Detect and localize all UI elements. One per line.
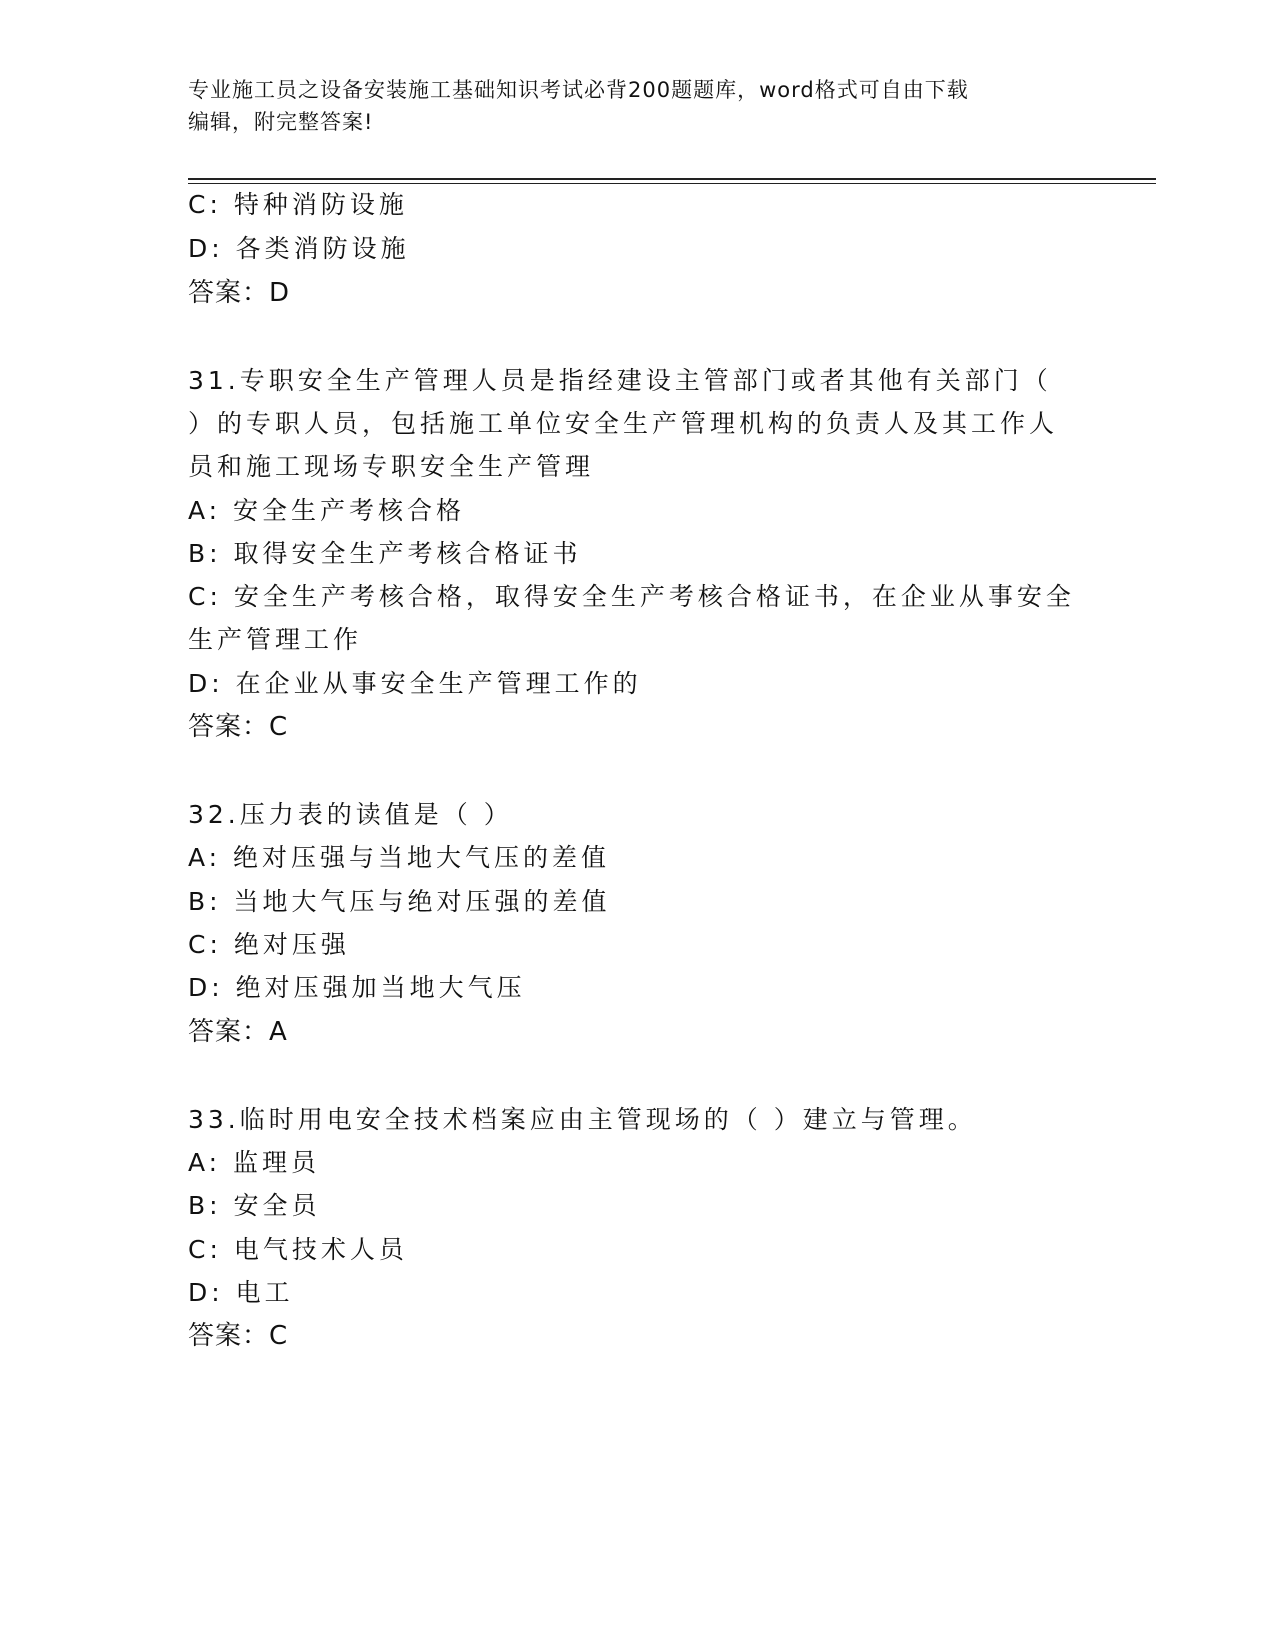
question-31-option-b: B: 取得安全生产考核合格证书 — [188, 539, 582, 568]
question-33-option-b: B: 安全员 — [188, 1191, 321, 1220]
question-33-option-d: D: 电工 — [188, 1278, 294, 1307]
question-31-option-c-continued: 生产管理工作 — [188, 625, 363, 654]
header-divider-thick — [188, 178, 1156, 180]
question-32-option-c: C: 绝对压强 — [188, 930, 350, 959]
header-title-line-1: 专业施工员之设备安装施工基础知识考试必背200题题库，word格式可自由下载 — [188, 78, 969, 102]
question-31-answer: 答案：C — [188, 712, 289, 742]
question-31-stem-line-2: ）的专职人员，包括施工单位安全生产管理机构的负责人及其工作人 — [188, 409, 1059, 438]
prev-question-option-c: C: 特种消防设施 — [188, 190, 408, 219]
question-31-stem-line-1: 31.专职安全生产管理人员是指经建设主管部门或者其他有关部门（ — [188, 366, 1052, 395]
prev-question-answer: 答案：D — [188, 278, 291, 308]
question-31-stem-line-3: 员和施工现场专职安全生产管理 — [188, 452, 595, 481]
question-32-stem: 32.压力表的读值是（ ） — [188, 800, 513, 829]
prev-question-option-d: D: 各类消防设施 — [188, 234, 410, 263]
question-33-answer: 答案：C — [188, 1321, 289, 1351]
question-32-option-a: A: 绝对压强与当地大气压的差值 — [188, 843, 611, 872]
question-33-stem: 33.临时用电安全技术档案应由主管现场的（ ）建立与管理。 — [188, 1105, 977, 1134]
document-header — [188, 74, 1088, 138]
question-33-option-a: A: 监理员 — [188, 1148, 321, 1177]
header-divider-thin — [188, 183, 1156, 184]
question-32-option-b: B: 当地大气压与绝对压强的差值 — [188, 887, 611, 916]
question-33-option-c: C: 电气技术人员 — [188, 1235, 408, 1264]
header-title-line-2: 编辑，附完整答案! — [188, 110, 374, 134]
question-32-option-d: D: 绝对压强加当地大气压 — [188, 973, 526, 1002]
question-31-option-a: A: 安全生产考核合格 — [188, 496, 466, 525]
question-31-option-d: D: 在企业从事安全生产管理工作的 — [188, 669, 642, 698]
question-32-answer: 答案：A — [188, 1017, 288, 1047]
question-31-option-c: C: 安全生产考核合格，取得安全生产考核合格证书，在企业从事安全 — [188, 582, 1075, 611]
